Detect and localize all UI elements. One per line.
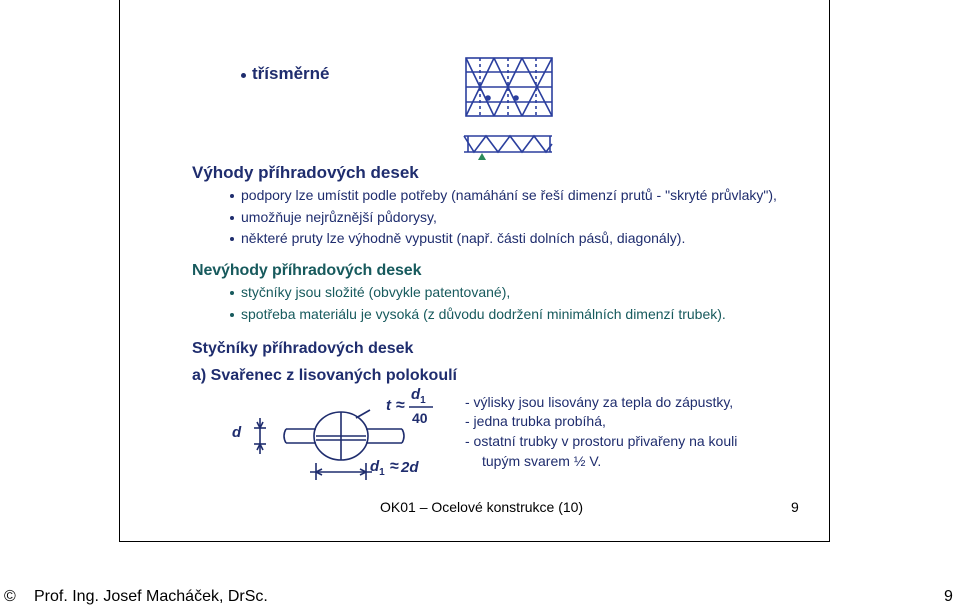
bullet-icon bbox=[241, 73, 246, 78]
copyright-symbol: © bbox=[4, 588, 16, 605]
label-forty: 40 bbox=[412, 410, 428, 426]
page-footer bbox=[0, 585, 960, 608]
author-name: Prof. Ing. Josef Macháček, DrSc. bbox=[34, 588, 268, 605]
space-truss-sketch bbox=[460, 52, 560, 162]
d1-subscript: 1 bbox=[420, 395, 426, 406]
approx-sign: ≈ bbox=[396, 397, 405, 414]
bullet-icon bbox=[230, 216, 234, 220]
d1-symbol: d bbox=[411, 386, 421, 403]
label-d1-bottom bbox=[370, 458, 385, 478]
advantages-heading: Výhody příhradových desek bbox=[192, 163, 419, 182]
slide bbox=[119, 0, 830, 542]
disadvantages-heading: Nevýhody příhradových desek bbox=[192, 262, 422, 279]
joint-note: - jedna trubka probíhá, bbox=[465, 413, 606, 429]
disadvantage-item: styčníky jsou složité (obvykle patentované), bbox=[241, 284, 511, 300]
joint-note: tupým svarem ½ V. bbox=[482, 453, 602, 469]
advantage-item: podpory lze umístit podle potřeby (namáhání se řeší dimenzí prutů - "skryté průvlaky"), bbox=[241, 187, 777, 203]
joints-heading: Styčníky příhradových desek bbox=[192, 340, 414, 357]
slide-footer-page: 9 bbox=[791, 499, 799, 515]
joints-subheading: a) Svařenec z lisovaných polokoulí bbox=[192, 367, 457, 384]
bullet-icon bbox=[230, 291, 234, 295]
bullet-icon bbox=[230, 313, 234, 317]
bullet-icon bbox=[230, 194, 234, 198]
advantage-item: některé pruty lze výhodně vypustit (např. části dolních pásů, diagonály). bbox=[241, 230, 686, 246]
d1-subscript: 1 bbox=[379, 467, 385, 478]
label-d1-top bbox=[411, 386, 426, 406]
bullet-icon bbox=[230, 237, 234, 241]
bullet-trismerne: třísměrné bbox=[252, 64, 330, 83]
welded-sphere-joint-diagram bbox=[220, 380, 470, 492]
advantage-item: umožňuje nejrůznější půdorysy, bbox=[241, 209, 437, 225]
joint-note: - ostatní trubky v prostoru přivařeny na kouli bbox=[465, 433, 738, 449]
label-2d: 2d bbox=[401, 459, 419, 476]
label-t: t bbox=[386, 397, 391, 414]
label-d: d bbox=[232, 424, 242, 441]
d1-symbol: d bbox=[370, 458, 380, 475]
disadvantage-item: spotřeba materiálu je vysoká (z důvodu dodržení minimálních dimenzí trubek). bbox=[241, 306, 726, 322]
page-number: 9 bbox=[944, 588, 953, 605]
approx-sign: ≈ bbox=[390, 458, 399, 475]
joint-note: - výlisky jsou lisovány za tepla do zápustky, bbox=[465, 394, 734, 410]
slide-footer-course: OK01 – Ocelové konstrukce (10) bbox=[380, 499, 584, 515]
